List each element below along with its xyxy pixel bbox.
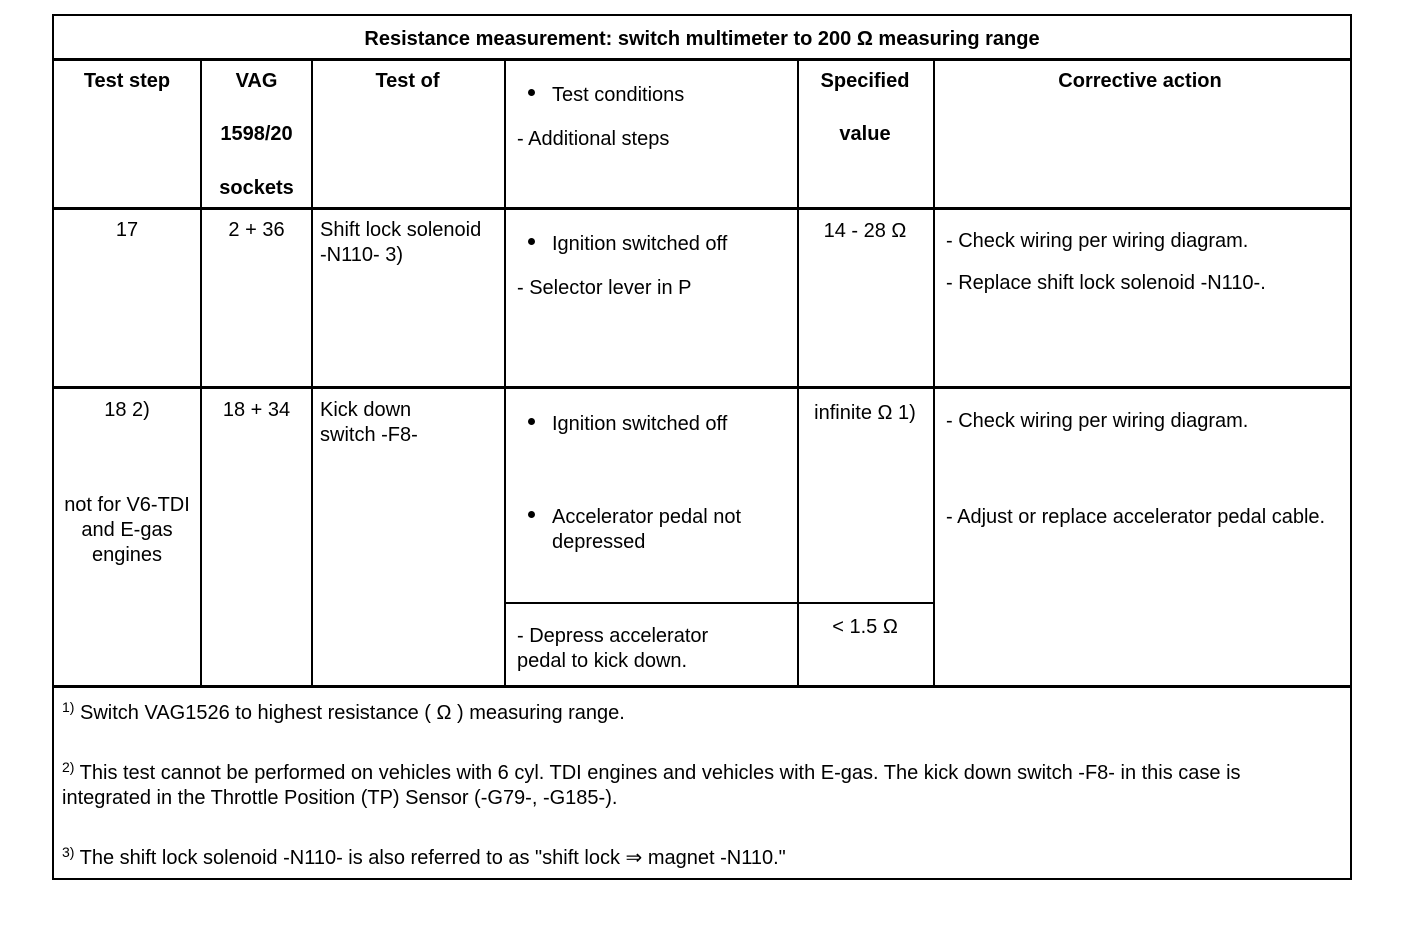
row18-specified-value-2: < 1.5 Ω xyxy=(832,616,898,638)
row18-sockets: 18 + 34 xyxy=(222,399,291,421)
footnote-3 xyxy=(62,846,1342,871)
footnote-2-text: This test cannot be performed on vehicles with 6 cyl. TDI engines and vehicles with E-gas. The kick down switch -F8- in this case is integrated in the Throttle Position (TP) Sensor (-G79-, -G185-). xyxy=(62,762,1241,809)
row17-additional-step: - Selector lever in P xyxy=(517,277,692,299)
row18-step: 18 2) xyxy=(104,399,150,421)
footnote-2-mark: 2) xyxy=(62,759,75,775)
header-additional-steps: - Additional steps xyxy=(517,128,670,150)
header-corrective-action: Corrective action xyxy=(1058,70,1222,92)
col-rule-1 xyxy=(200,58,202,687)
row17-action-1: - Check wiring per wiring diagram. xyxy=(946,230,1249,252)
table-border-right xyxy=(1350,14,1352,880)
table-border-bottom xyxy=(52,878,1352,880)
header-vag-line1: VAG xyxy=(235,70,278,92)
bullet-icon xyxy=(528,89,535,96)
footnote-2 xyxy=(62,761,1332,811)
table-border-top xyxy=(52,14,1352,16)
header-vag-line2: 1598/20 xyxy=(220,123,293,145)
bullet-icon xyxy=(528,238,535,245)
col-rule-3 xyxy=(504,58,506,687)
row18-condition-1: Ignition switched off xyxy=(552,413,728,435)
col-rule-2 xyxy=(311,58,313,687)
row18-action-1: - Check wiring per wiring diagram. xyxy=(946,410,1249,432)
row18-note: not for V6-TDI and E-gas engines xyxy=(64,494,190,566)
footnote-3-text: The shift lock solenoid -N110- is also referred to as "shift lock ⇒ magnet -N110." xyxy=(79,847,786,869)
footnote-3-mark: 3) xyxy=(62,844,75,860)
rule-row-18 xyxy=(52,685,1352,688)
col-rule-4 xyxy=(797,58,799,687)
row17-action-2: - Replace shift lock solenoid -N110-. xyxy=(946,272,1266,294)
row17-sockets: 2 + 36 xyxy=(228,219,285,241)
table-title: Resistance measurement: switch multimeter to 200 Ω measuring range xyxy=(364,28,1040,50)
table-border-left xyxy=(52,14,54,880)
row17-condition: Ignition switched off xyxy=(552,233,728,255)
header-specified-line1: Specified xyxy=(820,70,910,92)
footnote-1 xyxy=(62,701,1342,726)
rule-row-18-split xyxy=(505,602,935,604)
row18-action-2: - Adjust or replace accelerator pedal cable. xyxy=(946,506,1326,528)
header-vag-line3: sockets xyxy=(219,177,294,199)
header-test-of: Test of xyxy=(375,70,440,92)
footnote-1-mark: 1) xyxy=(62,699,75,715)
row18-condition-2: Accelerator pedal not depressed xyxy=(552,506,742,553)
row17-step: 17 xyxy=(115,219,139,241)
row18-specified-value-1: infinite Ω 1) xyxy=(814,402,916,424)
header-test-conditions: Test conditions xyxy=(552,84,685,106)
rule-title xyxy=(52,58,1352,61)
row18-test-of: Kick down switch -F8- xyxy=(320,399,418,446)
col-rule-5 xyxy=(933,58,935,687)
bullet-icon xyxy=(528,418,535,425)
row17-specified-value: 14 - 28 Ω xyxy=(823,220,907,242)
row18-additional-step: - Depress accelerator pedal to kick down. xyxy=(517,625,709,672)
row17-test-of: Shift lock solenoid -N110- 3) xyxy=(320,219,482,266)
bullet-icon xyxy=(528,511,535,518)
rule-row-17 xyxy=(52,386,1352,389)
header-test-step: Test step xyxy=(83,70,171,92)
rule-header xyxy=(52,207,1352,210)
header-specified-line2: value xyxy=(839,123,891,145)
footnote-1-text: Switch VAG1526 to highest resistance ( Ω ) measuring range. xyxy=(80,702,625,724)
